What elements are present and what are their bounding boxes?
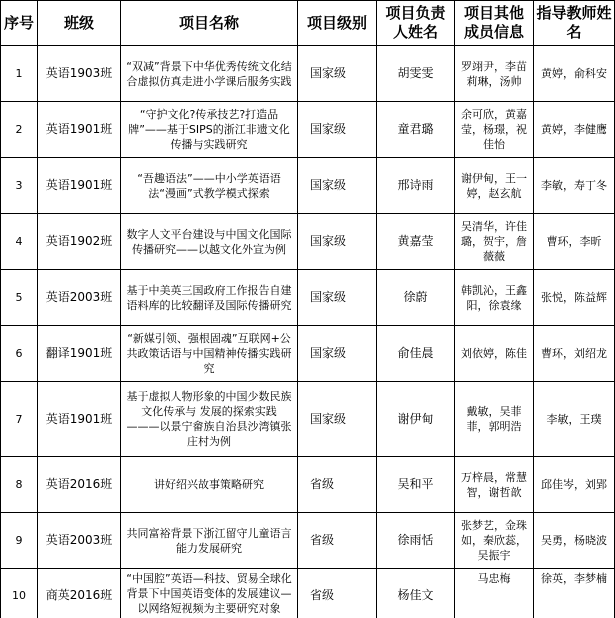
cell-no: 4 xyxy=(1,214,38,270)
header-advisor: 指导教师姓名 xyxy=(534,1,615,46)
cell-members: 张梦艺，金珠如，秦欣蕊，吴振宇 xyxy=(455,513,534,569)
header-level: 项目级别 xyxy=(298,1,377,46)
table-row xyxy=(1,102,615,158)
cell-leader: 黄嘉莹 xyxy=(377,214,455,270)
cell-leader: 谢伊甸 xyxy=(377,382,455,457)
cell-advisor: 张悦，陈益辉 xyxy=(534,270,615,326)
cell-advisor: 李敏，王璞 xyxy=(534,382,615,457)
cell-members: 马忠梅 xyxy=(455,569,534,618)
table-row xyxy=(1,46,615,102)
header-project: 项目名称 xyxy=(121,1,298,46)
cell-no: 10 xyxy=(1,569,38,618)
cell-class: 英语2003班 xyxy=(38,270,121,326)
cell-project: “守护文化?传承技艺?打造品牌”——基于SIPS的浙江非遗文化传播与实践研究 xyxy=(121,102,298,158)
cell-project: 基于中美英三国政府工作报告自建语料库的比较翻译及国际传播研究 xyxy=(121,270,298,326)
cell-leader: 杨佳文 xyxy=(377,569,455,618)
cell-level: 国家级 xyxy=(298,214,377,270)
cell-leader: 俞佳晨 xyxy=(377,326,455,382)
cell-level: 省级 xyxy=(298,513,377,569)
cell-leader: 童君璐 xyxy=(377,102,455,158)
cell-class: 翻译1901班 xyxy=(38,326,121,382)
cell-no: 3 xyxy=(1,158,38,214)
header-no: 序号 xyxy=(1,1,38,46)
cell-members: 余可欣，黄嘉莹，杨璟，祝佳怡 xyxy=(455,102,534,158)
cell-no: 7 xyxy=(1,382,38,457)
table-row xyxy=(1,569,615,618)
cell-class: 英语2016班 xyxy=(38,457,121,513)
cell-level: 国家级 xyxy=(298,270,377,326)
header-row xyxy=(1,1,615,46)
cell-members: 戴敏，吴菲菲，郭明浩 xyxy=(455,382,534,457)
cell-level: 国家级 xyxy=(298,326,377,382)
cell-project: “中国腔”英语—科技、贸易全球化背景下中国英语变体的发展建议—以网络短视频为主要研究对象 xyxy=(121,569,298,618)
table-row xyxy=(1,326,615,382)
cell-advisor: 吴勇，杨晓波 xyxy=(534,513,615,569)
header-class: 班级 xyxy=(38,1,121,46)
cell-class: 英语1901班 xyxy=(38,158,121,214)
cell-project: 数字人文平台建设与中国文化国际传播研究——以越文化外宣为例 xyxy=(121,214,298,270)
table-row xyxy=(1,214,615,270)
cell-advisor: 曹环，李昕 xyxy=(534,214,615,270)
cell-project: “双减”背景下中华优秀传统文化结合虚拟仿真走进小学课后服务实践 xyxy=(121,46,298,102)
cell-advisor: 曹环，刘绍龙 xyxy=(534,326,615,382)
cell-leader: 邢诗雨 xyxy=(377,158,455,214)
cell-advisor: 黄婷，李健鹰 xyxy=(534,102,615,158)
cell-level: 国家级 xyxy=(298,382,377,457)
cell-members: 罗翊尹，李苗莉琳，汤帅 xyxy=(455,46,534,102)
cell-level: 国家级 xyxy=(298,46,377,102)
cell-members: 韩凯沁，王鑫阳，徐袁缘 xyxy=(455,270,534,326)
cell-advisor: 徐英，李梦楠 xyxy=(534,569,615,618)
cell-no: 8 xyxy=(1,457,38,513)
header-leader: 项目负责人姓名 xyxy=(377,1,455,46)
cell-project: 讲好绍兴故事策略研究 xyxy=(121,457,298,513)
cell-class: 英语1901班 xyxy=(38,102,121,158)
cell-project: “新媒引领、强根固魂”互联网+公共政策话语与中国精神传播实践研究 xyxy=(121,326,298,382)
header-members: 项目其他成员信息 xyxy=(455,1,534,46)
cell-leader: 吴和平 xyxy=(377,457,455,513)
cell-members: 万梓晨，常慧智，谢哲歆 xyxy=(455,457,534,513)
cell-no: 1 xyxy=(1,46,38,102)
cell-no: 6 xyxy=(1,326,38,382)
cell-class: 英语1902班 xyxy=(38,214,121,270)
cell-no: 2 xyxy=(1,102,38,158)
cell-class: 英语1901班 xyxy=(38,382,121,457)
cell-advisor: 李敏，寿丁冬 xyxy=(534,158,615,214)
cell-level: 国家级 xyxy=(298,158,377,214)
cell-class: 英语1903班 xyxy=(38,46,121,102)
cell-project: 基于虚拟人物形象的中国少数民族文化传承与 发展的探索实践———以景宁畲族自治县沙湾镇张庄村为例 xyxy=(121,382,298,457)
cell-members: 刘依婷，陈佳 xyxy=(455,326,534,382)
cell-leader: 徐雨恬 xyxy=(377,513,455,569)
cell-no: 5 xyxy=(1,270,38,326)
cell-advisor: 黄婷，俞科安 xyxy=(534,46,615,102)
table-row xyxy=(1,158,615,214)
cell-level: 省级 xyxy=(298,457,377,513)
cell-advisor: 邱佳岑，刘郢 xyxy=(534,457,615,513)
cell-project: 共同富裕背景下浙江留守儿童语言能力发展研究 xyxy=(121,513,298,569)
table-row xyxy=(1,382,615,457)
table-row xyxy=(1,513,615,569)
cell-members: 吴清华，许佳璐，贺宇，詹薇薇 xyxy=(455,214,534,270)
cell-level: 国家级 xyxy=(298,102,377,158)
table-row xyxy=(1,270,615,326)
cell-leader: 胡雯雯 xyxy=(377,46,455,102)
cell-members: 谢伊甸，王一婷，赵玄航 xyxy=(455,158,534,214)
cell-leader: 徐蔚 xyxy=(377,270,455,326)
cell-level: 省级 xyxy=(298,569,377,618)
cell-no: 9 xyxy=(1,513,38,569)
table-row xyxy=(1,457,615,513)
cell-project: “吾趣语法”——中小学英语语法“漫画”式教学模式探索 xyxy=(121,158,298,214)
cell-class: 商英2016班 xyxy=(38,569,121,618)
cell-class: 英语2003班 xyxy=(38,513,121,569)
